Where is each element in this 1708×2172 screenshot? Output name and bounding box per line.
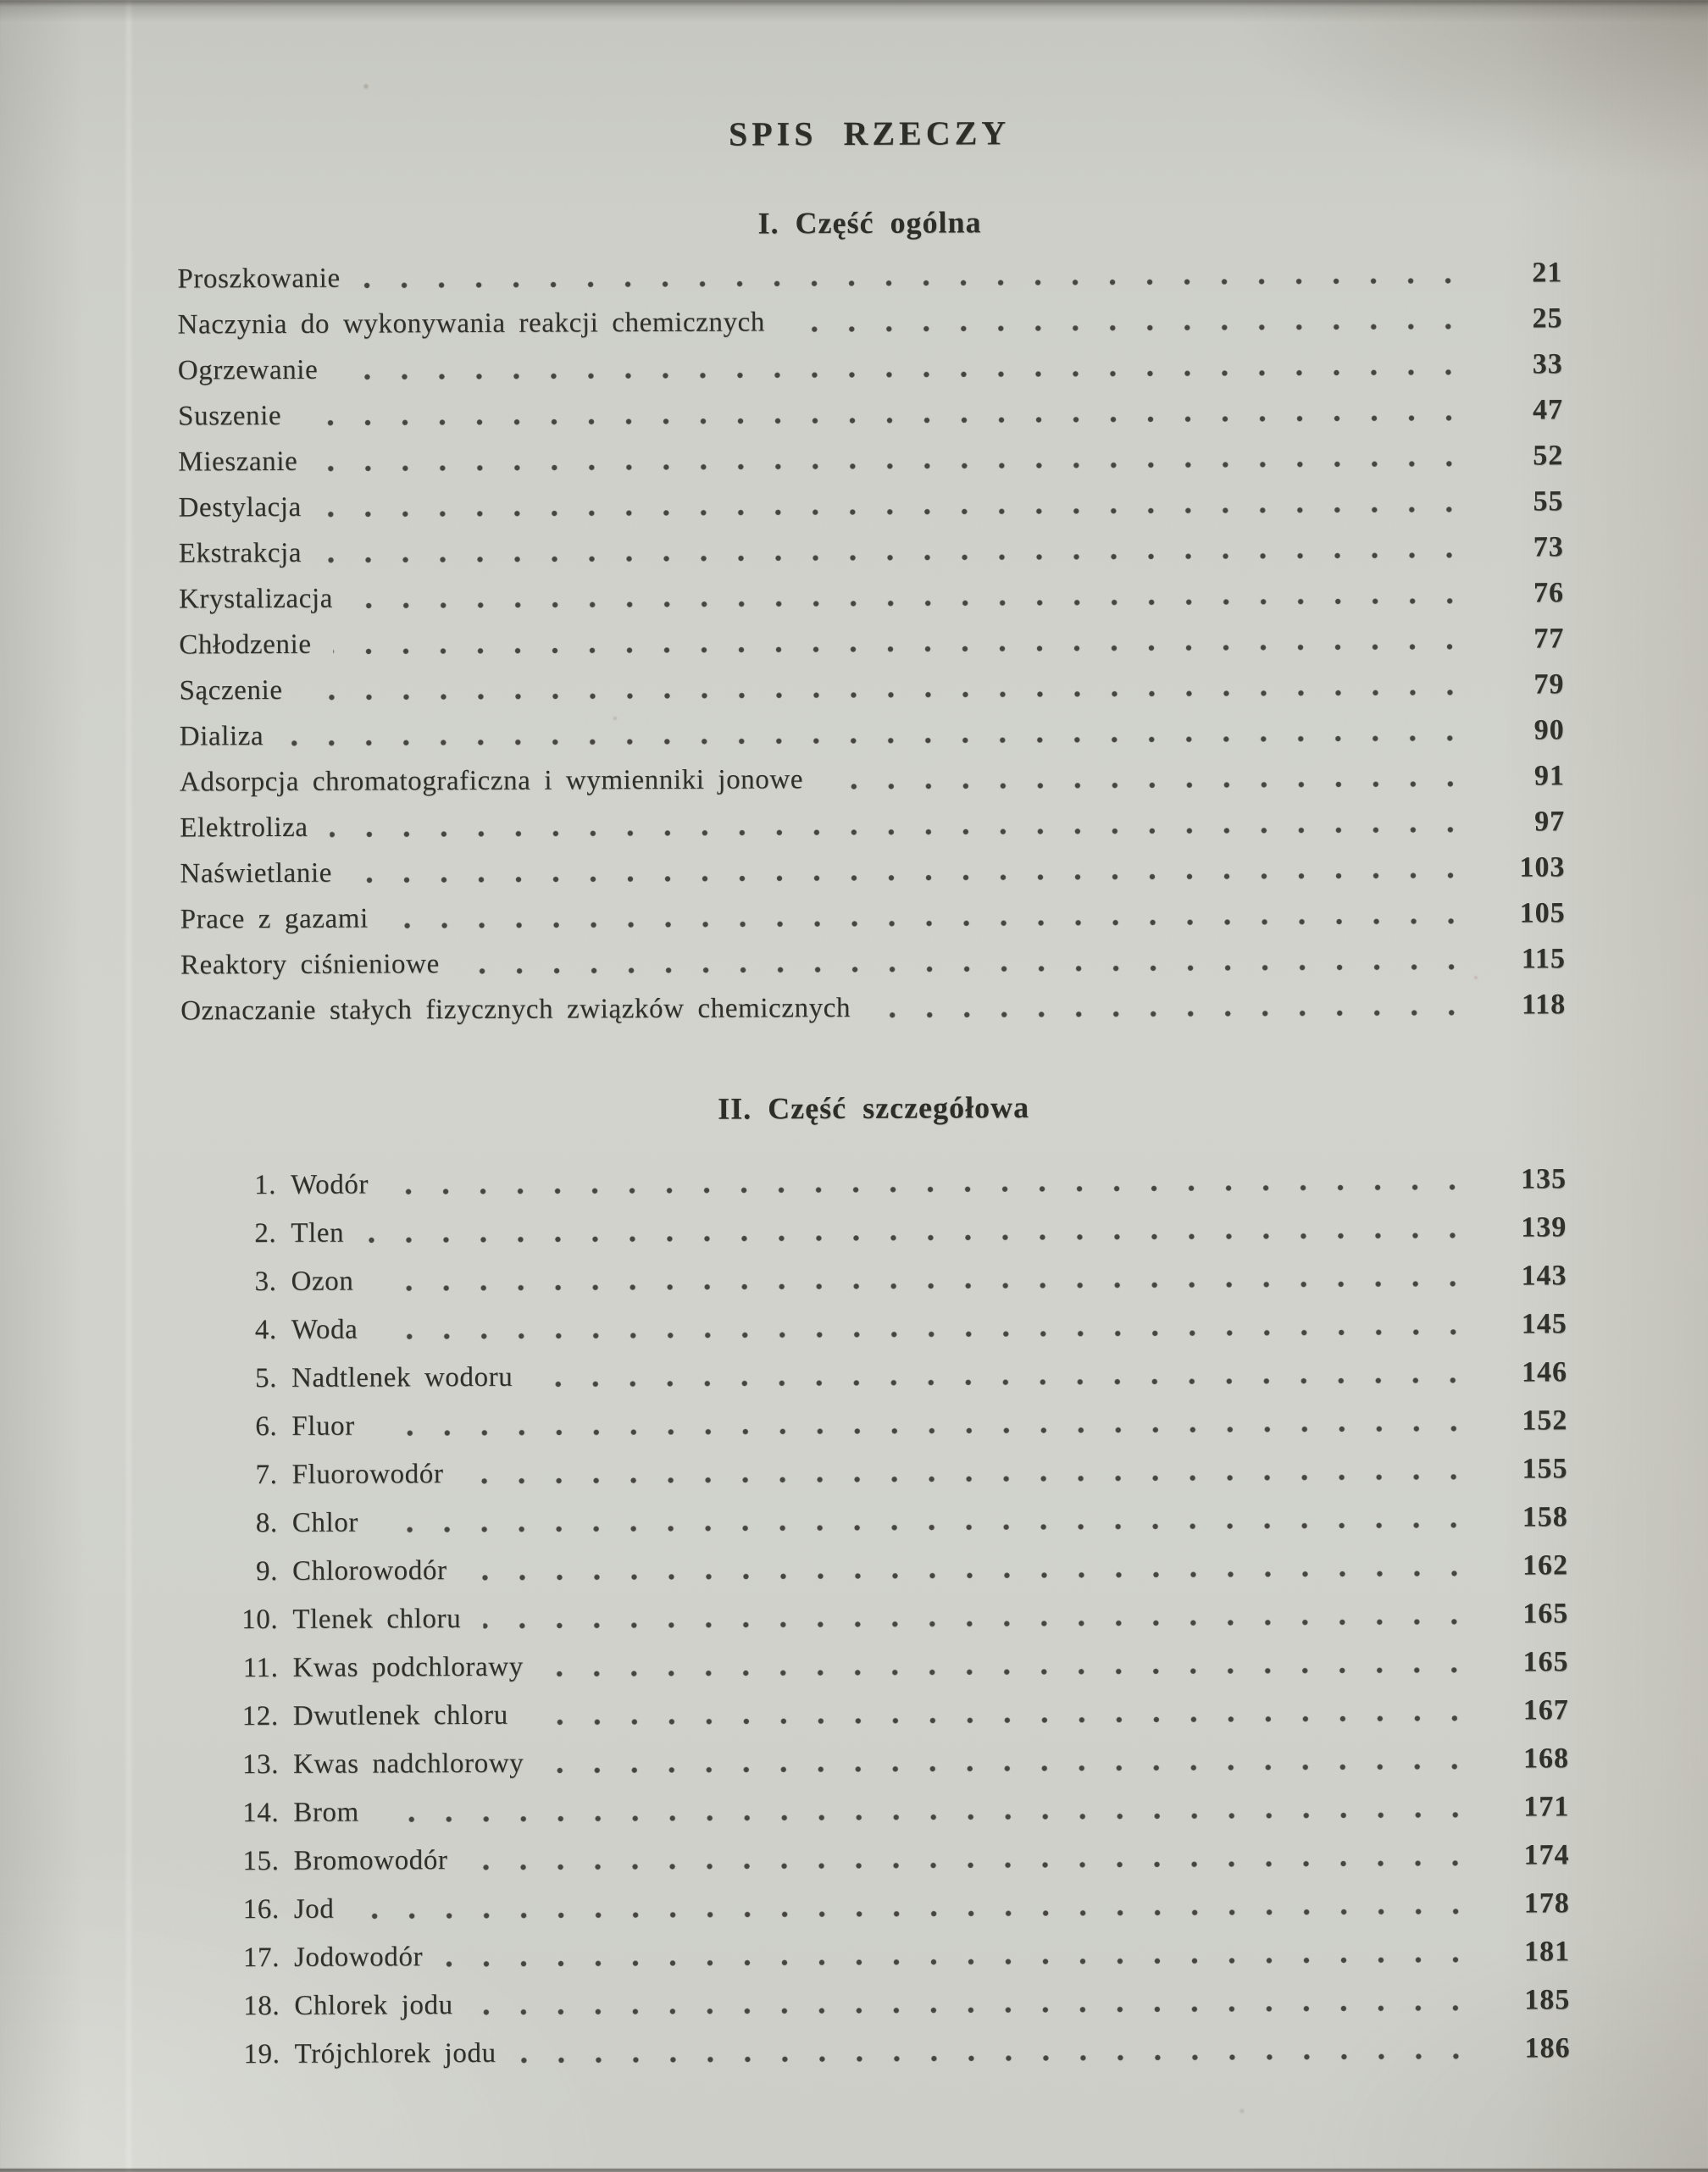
toc-entry bbox=[178, 387, 1563, 439]
leader-dots bbox=[483, 1619, 1473, 1629]
toc-entry bbox=[184, 1734, 1569, 1788]
toc-entry bbox=[185, 1927, 1570, 1981]
entry-number: 7. bbox=[182, 1451, 277, 1499]
page-number: 158 bbox=[1483, 1493, 1568, 1541]
leader-dots bbox=[518, 2053, 1476, 2064]
leader-dots bbox=[377, 1426, 1473, 1437]
page-number: 174 bbox=[1484, 1831, 1569, 1879]
toc-entry bbox=[178, 296, 1563, 347]
page-number: 139 bbox=[1482, 1203, 1567, 1251]
leader-dots bbox=[355, 598, 1469, 609]
entry-number: 15. bbox=[184, 1837, 279, 1886]
page-number: 91 bbox=[1480, 753, 1565, 799]
page-number: 165 bbox=[1483, 1637, 1568, 1686]
entry-label: Chlor bbox=[292, 1499, 358, 1548]
entry-label: Proszkowanie bbox=[177, 256, 341, 302]
entry-list bbox=[177, 250, 1566, 1033]
entry-number: 11. bbox=[183, 1644, 278, 1693]
toc-entry bbox=[185, 1975, 1570, 2030]
entry-label: Reaktory ciśnieniowe bbox=[180, 941, 440, 988]
leader-dots bbox=[286, 735, 1470, 746]
toc-entry bbox=[183, 1589, 1568, 1643]
entry-label: Kwas nadchlorowy bbox=[293, 1740, 524, 1789]
page-number: 162 bbox=[1483, 1541, 1568, 1589]
leader-dots bbox=[530, 1715, 1474, 1726]
entry-label: Suszenie bbox=[178, 393, 281, 440]
page-number: 171 bbox=[1484, 1782, 1569, 1831]
page-title: SPIS RZECZY bbox=[177, 108, 1562, 158]
leader-dots bbox=[380, 1522, 1473, 1533]
leader-dots bbox=[787, 324, 1468, 333]
toc-entry bbox=[179, 524, 1564, 576]
page-number: 77 bbox=[1479, 616, 1564, 662]
page-number: 76 bbox=[1479, 570, 1564, 616]
toc-entry bbox=[179, 662, 1564, 713]
entry-label: Brom bbox=[293, 1789, 359, 1837]
page-number: 52 bbox=[1478, 433, 1563, 479]
entry-number: 6. bbox=[182, 1403, 277, 1451]
toc-entry bbox=[183, 1637, 1568, 1692]
entry-label: Naczynia do wykonywania reakcji chemicznych bbox=[178, 299, 766, 347]
page-number: 21 bbox=[1478, 250, 1562, 296]
page-number: 165 bbox=[1483, 1589, 1568, 1637]
leader-dots bbox=[466, 1474, 1473, 1484]
toc-entry bbox=[179, 616, 1564, 668]
entry-label: Prace z gazami bbox=[180, 896, 369, 943]
leader-dots bbox=[445, 1957, 1475, 1967]
entry-number: 19. bbox=[185, 2031, 280, 2079]
toc-entry bbox=[180, 799, 1565, 851]
leader-dots bbox=[391, 1184, 1472, 1195]
toc-entry bbox=[181, 1251, 1567, 1305]
entry-label: Ogrzewanie bbox=[178, 347, 319, 394]
toc-entry bbox=[184, 1831, 1569, 1885]
toc-entry bbox=[182, 1299, 1567, 1354]
leader-dots bbox=[470, 1860, 1475, 1870]
entry-number: 2. bbox=[181, 1210, 276, 1258]
page-number: 135 bbox=[1482, 1155, 1567, 1203]
entry-label: Elektroliza bbox=[180, 805, 308, 851]
entry-number: 9. bbox=[183, 1548, 278, 1596]
leader-dots bbox=[475, 2005, 1476, 2015]
toc-entry bbox=[181, 1203, 1567, 1257]
page-number: 105 bbox=[1481, 890, 1566, 936]
toc-entry bbox=[183, 1493, 1568, 1547]
entry-number: 8. bbox=[183, 1499, 278, 1548]
entry-label: Chłodzenie bbox=[179, 622, 312, 668]
leader-dots bbox=[330, 827, 1471, 838]
entry-label: Jod bbox=[294, 1886, 335, 1934]
toc-entry bbox=[183, 1541, 1568, 1595]
page-number: 73 bbox=[1479, 524, 1564, 570]
entry-label: Oznaczanie stałych fizycznych związków chemicznych bbox=[180, 985, 851, 1033]
toc-entry bbox=[177, 250, 1562, 302]
entry-number: 1. bbox=[181, 1161, 276, 1210]
entry-label: Dwutlenek chloru bbox=[293, 1692, 508, 1741]
toc-entry bbox=[182, 1348, 1567, 1402]
leader-dots bbox=[535, 1377, 1472, 1388]
entry-label: Destylacja bbox=[178, 485, 302, 531]
toc-entry bbox=[178, 341, 1563, 393]
leader-dots bbox=[356, 1909, 1474, 1920]
page-number: 90 bbox=[1480, 707, 1565, 753]
leader-dots bbox=[324, 507, 1469, 518]
leader-dots bbox=[825, 781, 1470, 790]
toc-entry bbox=[184, 1686, 1569, 1740]
toc-entry bbox=[180, 936, 1566, 988]
page-number: 25 bbox=[1478, 296, 1563, 341]
leader-dots bbox=[305, 690, 1470, 701]
entry-number: 17. bbox=[185, 1934, 280, 1982]
page-number: 55 bbox=[1478, 479, 1563, 524]
section-heading: II. Część szczegółowa bbox=[181, 1084, 1567, 1131]
entry-label: Sączenie bbox=[179, 668, 282, 714]
entry-label: Ekstrakcja bbox=[179, 530, 302, 577]
toc-entry bbox=[180, 707, 1565, 759]
toc-entry bbox=[180, 845, 1565, 896]
leader-dots bbox=[324, 552, 1469, 563]
entry-number: 18. bbox=[185, 1982, 280, 2031]
toc-entry bbox=[185, 2024, 1570, 2078]
entry-label: Tlenek chloru bbox=[292, 1595, 461, 1644]
entry-number: 12. bbox=[184, 1693, 279, 1741]
page-number: 115 bbox=[1481, 936, 1566, 982]
page-number: 167 bbox=[1484, 1686, 1569, 1734]
leader-dots bbox=[462, 964, 1471, 974]
leader-dots bbox=[381, 1812, 1474, 1823]
entry-number: 14. bbox=[184, 1789, 279, 1837]
page-number: 186 bbox=[1485, 2024, 1570, 2072]
entry-list bbox=[181, 1155, 1571, 2078]
page-number: 181 bbox=[1485, 1927, 1570, 1975]
toc-entry bbox=[178, 479, 1563, 530]
entry-label: Chlorek jodu bbox=[294, 1981, 453, 2031]
entry-number: 13. bbox=[184, 1741, 279, 1789]
entry-label: Jodowodór bbox=[294, 1933, 423, 1982]
leader-dots bbox=[391, 918, 1471, 929]
entry-label: Dializa bbox=[180, 713, 264, 759]
leader-dots bbox=[334, 644, 1470, 655]
page-number: 152 bbox=[1483, 1396, 1567, 1444]
entry-label: Wodór bbox=[291, 1161, 369, 1210]
leader-dots bbox=[354, 873, 1471, 884]
entry-label: Naświetlanie bbox=[180, 851, 332, 897]
toc-entry bbox=[178, 433, 1563, 485]
page-number: 168 bbox=[1484, 1734, 1569, 1782]
entry-number: 4. bbox=[182, 1306, 277, 1355]
entry-label: Bromowodór bbox=[293, 1837, 447, 1886]
page-number: 97 bbox=[1480, 799, 1565, 845]
page-number: 155 bbox=[1483, 1444, 1567, 1493]
entry-label: Krystalizacja bbox=[179, 576, 333, 623]
toc-entry bbox=[184, 1782, 1569, 1837]
entry-label: Adsorpcja chromatograficzna i wymienniki jonowe bbox=[180, 756, 803, 805]
leader-dots bbox=[363, 278, 1468, 289]
leader-dots bbox=[375, 1281, 1472, 1292]
page-number: 178 bbox=[1485, 1879, 1570, 1927]
leader-dots bbox=[546, 1667, 1474, 1677]
leader-dots bbox=[873, 1010, 1471, 1018]
toc-entry bbox=[182, 1444, 1567, 1499]
entry-number: 3. bbox=[181, 1258, 276, 1306]
toc-entry bbox=[180, 982, 1566, 1033]
entry-number: 16. bbox=[185, 1886, 280, 1934]
leader-dots bbox=[380, 1329, 1472, 1340]
page-number: 145 bbox=[1483, 1299, 1567, 1348]
toc-sections bbox=[177, 199, 1571, 2078]
entry-label: Nadtlenek wodoru bbox=[291, 1354, 513, 1403]
leader-dots bbox=[303, 415, 1468, 426]
entry-number: 10. bbox=[183, 1596, 278, 1644]
entry-label: Tlen bbox=[291, 1210, 344, 1258]
page-number: 79 bbox=[1479, 662, 1564, 707]
toc-entry bbox=[185, 1879, 1570, 1933]
entry-label: Mieszanie bbox=[178, 439, 297, 485]
toc-entry bbox=[179, 570, 1564, 622]
section-heading: I. Część ogólna bbox=[177, 199, 1562, 246]
toc-entry bbox=[181, 1155, 1567, 1209]
toc-entry bbox=[180, 753, 1565, 805]
page-number: 33 bbox=[1478, 341, 1563, 387]
entry-label: Fluorowodór bbox=[291, 1450, 443, 1499]
entry-label: Woda bbox=[291, 1306, 358, 1355]
page-number: 47 bbox=[1478, 387, 1563, 433]
entry-label: Trójchlorek jodu bbox=[294, 2030, 496, 2079]
entry-label: Kwas podchlorawy bbox=[292, 1643, 524, 1693]
page-number: 185 bbox=[1485, 1975, 1570, 2024]
toc-entry bbox=[182, 1396, 1567, 1450]
page-number: 146 bbox=[1483, 1348, 1567, 1396]
leader-dots bbox=[319, 461, 1468, 472]
entry-number: 5. bbox=[182, 1355, 277, 1403]
page-number: 118 bbox=[1481, 982, 1566, 1028]
leader-dots bbox=[469, 1571, 1473, 1581]
leader-dots bbox=[340, 369, 1468, 380]
leader-dots bbox=[546, 1764, 1474, 1774]
page-number: 143 bbox=[1482, 1251, 1567, 1299]
entry-label: Fluor bbox=[291, 1403, 355, 1451]
page-number: 103 bbox=[1480, 845, 1565, 890]
toc-entry bbox=[180, 890, 1566, 942]
leader-dots bbox=[366, 1233, 1472, 1244]
entry-label: Ozon bbox=[291, 1258, 353, 1306]
entry-label: Chlorowodór bbox=[292, 1547, 447, 1596]
